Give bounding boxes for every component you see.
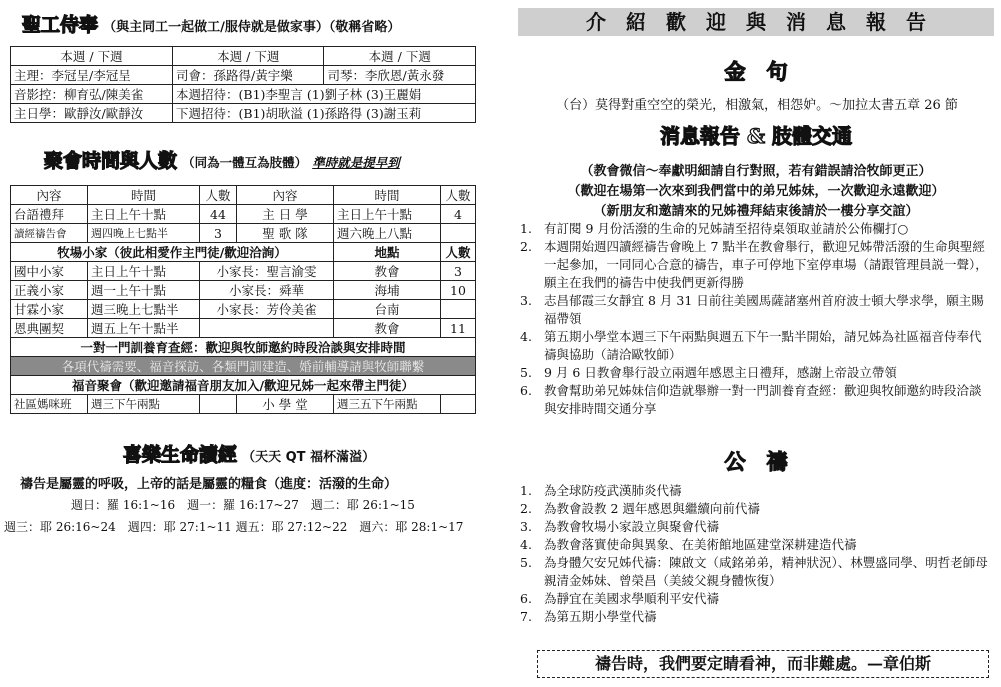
- staff-cell: 司會：孫路得/黃宇樂: [173, 66, 324, 85]
- qt-line: 禱告是屬靈的呼吸，上帝的話是屬靈的糧食（進度：活潑的生命）: [20, 477, 398, 492]
- small-group-cell: 週一上午十點: [88, 281, 200, 300]
- prayer-item: 2. 為教會設教 2 週年感恩與繼續向前代禱: [520, 501, 760, 516]
- staff-heading: [22, 10, 482, 37]
- qt-schedule-1: 週日：羅 16:1~16 週一：羅 16:17~27 週二：耶 26:1~15: [71, 498, 415, 512]
- meeting-header-cell: 時間: [334, 186, 441, 205]
- staff-header-cell: 本週 / 下週: [11, 47, 173, 66]
- small-group-cell: 小家長：芳伶美雀: [200, 300, 334, 319]
- meeting-cell: 4: [441, 205, 476, 224]
- small-group-header-count: 人數: [441, 243, 476, 262]
- small-group-cell: 恩典團契: [11, 319, 88, 338]
- footer-quote: 禱告時，我們要定睛看神，而非難處。—章伯斯: [594, 654, 931, 673]
- meeting-cell: 週六晚上八點: [334, 224, 441, 243]
- gospel-meeting-row: 福音聚會（歡迎邀請福音朋友加入/歡迎兄姊一起來帶主門徒）: [11, 376, 476, 395]
- staff-cell: 音影控：柳育弘/陳美雀: [11, 85, 173, 104]
- meeting-header-cell: 內容: [237, 186, 334, 205]
- small-group-header: 牧場小家（彼此相愛作主門徒/歡迎洽詢）: [11, 243, 334, 262]
- meeting-header-cell: 內容: [11, 186, 88, 205]
- gospel-cell: 週三下午兩點: [88, 395, 200, 414]
- prayer-item: 1. 為全球防疫武漢肺炎代禱: [520, 483, 682, 498]
- prayer-item: 5. 為身體欠安兄姊代禱：陳啟文（咸銘弟弟，精神狀況）、林豐盛同學、明哲老師母親清金姊妹、曾榮昌（美綾父親身體恢復）: [520, 555, 988, 588]
- small-group-cell: 國中小家: [11, 262, 88, 281]
- staff-cell: 主日學：歐靜汝/歐靜汝: [11, 104, 173, 123]
- footer-quote-box: [537, 650, 989, 678]
- discipleship-row: 一對一門訓養育查經：歡迎與牧師邀約時段洽談與安排時間: [11, 338, 476, 357]
- staff-cell: 主理：李冠呈/李冠呈: [11, 66, 173, 85]
- meeting-table: [10, 185, 476, 414]
- prayer-item: 7. 為第五期小學堂代禱: [520, 609, 657, 624]
- news-intro-1: （教會微信～奉獻明細請自行對照，若有錯誤請洽牧師更正）: [580, 164, 932, 179]
- contact-pastor-row: 各項代禱需要、福音探訪、各類門訓建造、婚前輔導請與牧師聯繫: [11, 357, 476, 376]
- prayer-item: 4. 為教會落實使命與異象、在美術館地區建堂深耕建造代禱: [520, 537, 857, 552]
- small-group-cell: 主日上午十點: [88, 262, 200, 281]
- staff-cell: 司琴：李欣恩/黃永發: [324, 66, 476, 85]
- meeting-cell: [441, 224, 476, 243]
- meeting-heading: [44, 146, 484, 173]
- news-item: 6. 教會幫助弟兄姊妹信仰造就舉辦一對一門訓養育查經：歡迎與牧師邀約時段洽談與安排時間交通分享: [520, 383, 982, 416]
- staff-header-cell: 本週 / 下週: [173, 47, 324, 66]
- staff-table: [10, 46, 476, 123]
- qt-subtitle: （天天 QT 福杯滿溢）: [242, 450, 376, 465]
- qt-title: 喜樂生命讀經: [123, 444, 238, 466]
- prayer-list: [520, 482, 988, 626]
- small-group-cell: 週三晚上七點半: [88, 300, 200, 319]
- small-group-cell: 台南: [334, 300, 441, 319]
- report-header-bar: [518, 8, 994, 36]
- small-group-cell: 10: [441, 281, 476, 300]
- prayer-title: 公 禱: [724, 449, 788, 474]
- meeting-cell: 44: [200, 205, 237, 224]
- small-group-cell: 教會: [334, 319, 441, 338]
- small-group-cell: 甘霖小家: [11, 300, 88, 319]
- meeting-header-cell: 人數: [441, 186, 476, 205]
- gospel-cell-blank: [441, 395, 476, 414]
- meeting-cell: 主日上午十點: [334, 205, 441, 224]
- prayer-item: 3. 為教會牧場小家設立與聚會代禱: [520, 519, 720, 534]
- meeting-slogan: 準時就是提早到: [312, 155, 400, 170]
- small-group-header-location: 地點: [334, 243, 441, 262]
- staff-subtitle: （與主同工一起做工/服侍就是做家事）（敬稱省略）: [103, 20, 401, 35]
- meeting-cell: 3: [200, 224, 237, 243]
- staff-cell: 下週招待：(B1)胡耿溢 (1)孫路得 (3)謝玉莉: [173, 104, 476, 123]
- meeting-title: 聚會時間與人數: [44, 150, 178, 172]
- news-item: 2. 本週開始週四讀經禱告會晚上 7 點半在教會舉行，歡迎兄姊帶活潑的生命與聖經一起參加，一同同心合意的禱告，車子可停地下室停車場（請跟管理員説一聲），願主在我們的禱告中使我們更新得勝: [520, 239, 988, 290]
- news-intro-3: （新朋友和邀請來的兄姊禮拜結束後請於一樓分享交誼）: [593, 204, 919, 219]
- meeting-cell: 讀經禱告會: [11, 224, 88, 243]
- small-group-cell: 小家長：聖言渝雯: [200, 262, 334, 281]
- news-item: 3. 志昌郁霞三女靜宜 8 月 31 日前往美國馬薩諸塞州首府波士頓大學求學，願主賜福帶領: [520, 293, 984, 326]
- meeting-cell: 台語禮拜: [11, 205, 88, 224]
- news-title: 消息報告 & 肢體交通: [660, 124, 852, 148]
- meeting-cell: 主 日 學: [237, 205, 334, 224]
- report-header-title: 介 紹 歡 迎 與 消 息 報 告: [586, 10, 926, 34]
- gospel-cell: 週三五下午兩點: [334, 395, 441, 414]
- prayer-item: 6. 為靜宜在美國求學順利平安代禱: [520, 591, 720, 606]
- meeting-header-cell: 時間: [88, 186, 200, 205]
- meeting-cell: 聖 歌 隊: [237, 224, 334, 243]
- meeting-header-cell: 人數: [200, 186, 237, 205]
- staff-cell: 本週招待：(B1)李聖言 (1)劉子林 (3)王麗娟: [173, 85, 476, 104]
- qt-schedule-2: 週三：耶 26:16~24 週四：耶 27:1~11 週五：耶 27:12~22 週六：耶 28:1~17: [4, 520, 464, 534]
- news-list: [520, 220, 988, 418]
- small-group-cell: 11: [441, 319, 476, 338]
- news-item: 1. 有訂閱 9 月份活潑的生命的兄姊請至招待桌領取並請於公佈欄打○: [520, 221, 909, 236]
- small-group-cell: 正義小家: [11, 281, 88, 300]
- meeting-cell: 主日上午十點: [88, 205, 200, 224]
- small-group-cell: [441, 300, 476, 319]
- qt-heading: [123, 440, 483, 467]
- gospel-cell: 社區媽咪班: [11, 395, 88, 414]
- news-item: 5. 9 月 6 日教會舉行設立兩週年感恩主日禮拜，感謝上帝設立帶領: [520, 365, 897, 380]
- gospel-cell: 小 學 堂: [237, 395, 334, 414]
- small-group-cell: 3: [441, 262, 476, 281]
- small-group-cell: 教會: [334, 262, 441, 281]
- staff-title: 聖工侍奉: [22, 14, 99, 36]
- verse-text: （台）莫得對重空空的榮光，相激氣，相怨妒。～加拉太書五章 26 節: [556, 98, 958, 113]
- gospel-cell-blank: [200, 395, 237, 414]
- meeting-cell: 週四晚上七點半: [88, 224, 200, 243]
- staff-header-cell: 本週 / 下週: [324, 47, 476, 66]
- small-group-cell: 小家長：舜華: [200, 281, 334, 300]
- small-group-cell: 週五上午十點半: [88, 319, 200, 338]
- small-group-cell: [200, 319, 334, 338]
- small-group-cell: 海埔: [334, 281, 441, 300]
- news-item: 4. 第五期小學堂本週三下午兩點與週五下午一點半開始，請兄姊為社區福音侍奉代禱與協助（請洽歐牧師）: [520, 329, 982, 362]
- verse-title: 金 句: [724, 59, 788, 84]
- news-intro-2: （歡迎在場第一次來到我們當中的弟兄姊妹，一次歡迎永遠歡迎）: [567, 184, 945, 199]
- meeting-subtitle: （同為一體互為肢體）: [182, 155, 308, 170]
